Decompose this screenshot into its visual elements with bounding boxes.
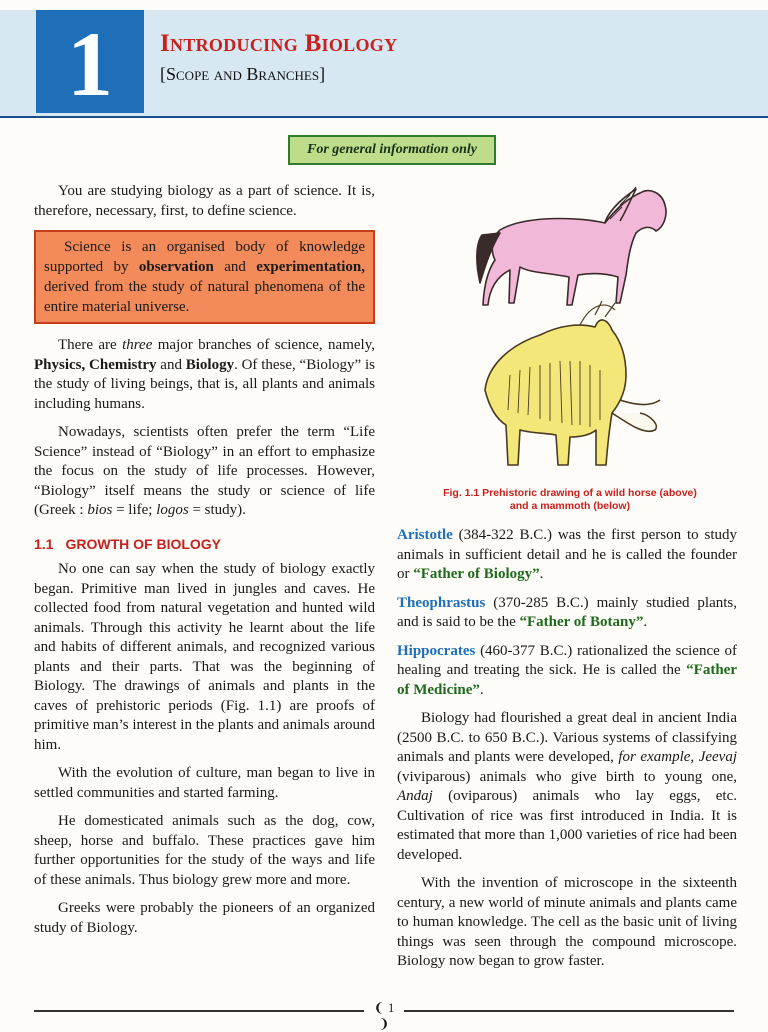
figure-caption [400, 487, 740, 513]
text-run: . [643, 614, 648, 630]
definition-part: and [213, 259, 257, 275]
footer-rule-left [34, 1010, 364, 1012]
definition-part: Science is an organised body of knowledge supported by [44, 239, 365, 275]
section-title: GROWTH OF BIOLOGY [65, 535, 222, 552]
text-run: Nowadays, scientists often prefer the term “Life Science” instead of “Biology” in an effort to emphasize the focus on the study of life processes. However, “Biology” itself means the study or science of life (Greek : [34, 424, 375, 518]
science-definition-box [34, 230, 375, 324]
definition-bold: observation [138, 259, 214, 275]
life-science-paragraph [34, 423, 375, 521]
text-run: . [539, 566, 544, 582]
text-run: . [479, 681, 484, 698]
aristotle-paragraph [397, 526, 737, 585]
emphasis: Andaj [397, 788, 433, 804]
chapter-subtitle: [Scope and Branches] [160, 64, 326, 84]
branches-paragraph [34, 336, 375, 414]
greeks-paragraph: Greeks were probably the pioneers of an organized study of Biology. [34, 900, 375, 936]
footer-rule-right [404, 1010, 734, 1012]
left-column [34, 182, 375, 947]
text-run: . Of these, “Biology” is the study of living beings, that is, all plants and animals including humans. [34, 356, 375, 412]
chapter-number-box [36, 10, 144, 113]
definition-bold: experimentation, [256, 259, 365, 275]
text-run: and [156, 356, 186, 373]
text-run: = life; [112, 502, 157, 518]
domestication-paragraph: He domesticated animals such as the dog, cow, sheep, horse and buffalo. These practices gave him further opportunities for the study of the ways and life of these animals. Thus biology grew more and more. [34, 813, 375, 888]
emphasis: logos [156, 502, 189, 518]
page-number: ❨ 1 ❩ [373, 1000, 395, 1031]
chapter-number: 1 [67, 13, 113, 115]
text-run: (460-377 B.C.) rationalized the science of healing and treating the sick. He is called the [397, 642, 737, 678]
theophrastus-paragraph [397, 594, 737, 633]
text-run: There are [58, 337, 123, 353]
text-run: Biology had flourished a great deal in ancient India (2500 B.C. to 650 B.C.). Various systems of classifying animals and plants were developed, [397, 710, 737, 765]
text-run: (oviparous) animals who lay eggs, etc. Cultivation of rice was first introduced in India. It is estimated that more than 1,000 varieties of rice had been developed. [397, 788, 737, 863]
primitive-man-paragraph: No one can say when the study of biology exactly began. Primitive man lived in jungles and caves. He collected food from natural vegetation and hunted wild animals. Through this activity he learnt about the life and habits of different animals, and recognized various plants and their parts. That was the beginning of Biology. The drawings of animals and plants in the caves of prehistoric periods (Fig. 1.1) are proofs of primitive man’s interest in the plants and animals around him. [34, 561, 375, 753]
definition-text [44, 237, 365, 317]
chapter-title: Introducing Biology [160, 30, 398, 57]
wild-horse-drawing [477, 187, 666, 305]
person-name: Hippocrates [397, 642, 476, 659]
bold-term: Biology [185, 356, 235, 373]
general-info-badge: For general information only [288, 135, 496, 165]
section-heading [34, 535, 375, 555]
bold-term: Physics, Chemistry [34, 356, 157, 373]
text-run: (370-285 B.C.) mainly studied plants, and is said to be the [397, 594, 737, 630]
emphasis: three [122, 337, 153, 353]
ancient-india-paragraph [397, 709, 737, 865]
prehistoric-drawing-figure [430, 175, 730, 475]
emphasis: for example, Jeevaj [618, 749, 737, 765]
intro-paragraph: You are studying biology as a part of science. It is, therefore, necessary, first, to define science. [34, 183, 375, 219]
caption-line: Fig. 1.1 Prehistoric drawing of a wild horse (above) [443, 487, 697, 499]
father-title: “Father of Medicine” [397, 662, 737, 698]
caption-line: and a mammoth (below) [509, 500, 631, 512]
father-title: “Father of Botany” [519, 614, 644, 630]
text-run: major branches of science, namely, [152, 337, 375, 353]
bleed-through-text [430, 10, 750, 110]
text-run: = study). [188, 502, 246, 518]
microscope-paragraph: With the invention of microscope in the sixteenth century, a new world of minute animals and plants came to human knowledge. The cell as the basic unit of living things was seen through the compound microscope. Biology now began to grow faster. [397, 875, 737, 969]
culture-paragraph: With the evolution of culture, man began to live in settled communities and started farming. [34, 765, 375, 801]
right-column [397, 526, 737, 981]
hippocrates-paragraph [397, 642, 737, 701]
person-name: Theophrastus [397, 594, 486, 611]
person-name: Aristotle [397, 527, 453, 543]
text-run: (384-322 B.C.) was the first person to study animals in sufficient detail and he is called the founder or [397, 527, 737, 582]
mammoth-drawing [485, 301, 660, 465]
definition-part: derived from the study of natural phenomena of the entire material universe. [44, 279, 365, 315]
father-title: “Father of Biology” [413, 566, 540, 582]
page-number-value: 1 [387, 1000, 395, 1015]
text-run: (viviparous) animals who give birth to young one, [397, 768, 737, 785]
emphasis: bios [87, 502, 113, 518]
section-number: 1.1 [34, 535, 54, 552]
